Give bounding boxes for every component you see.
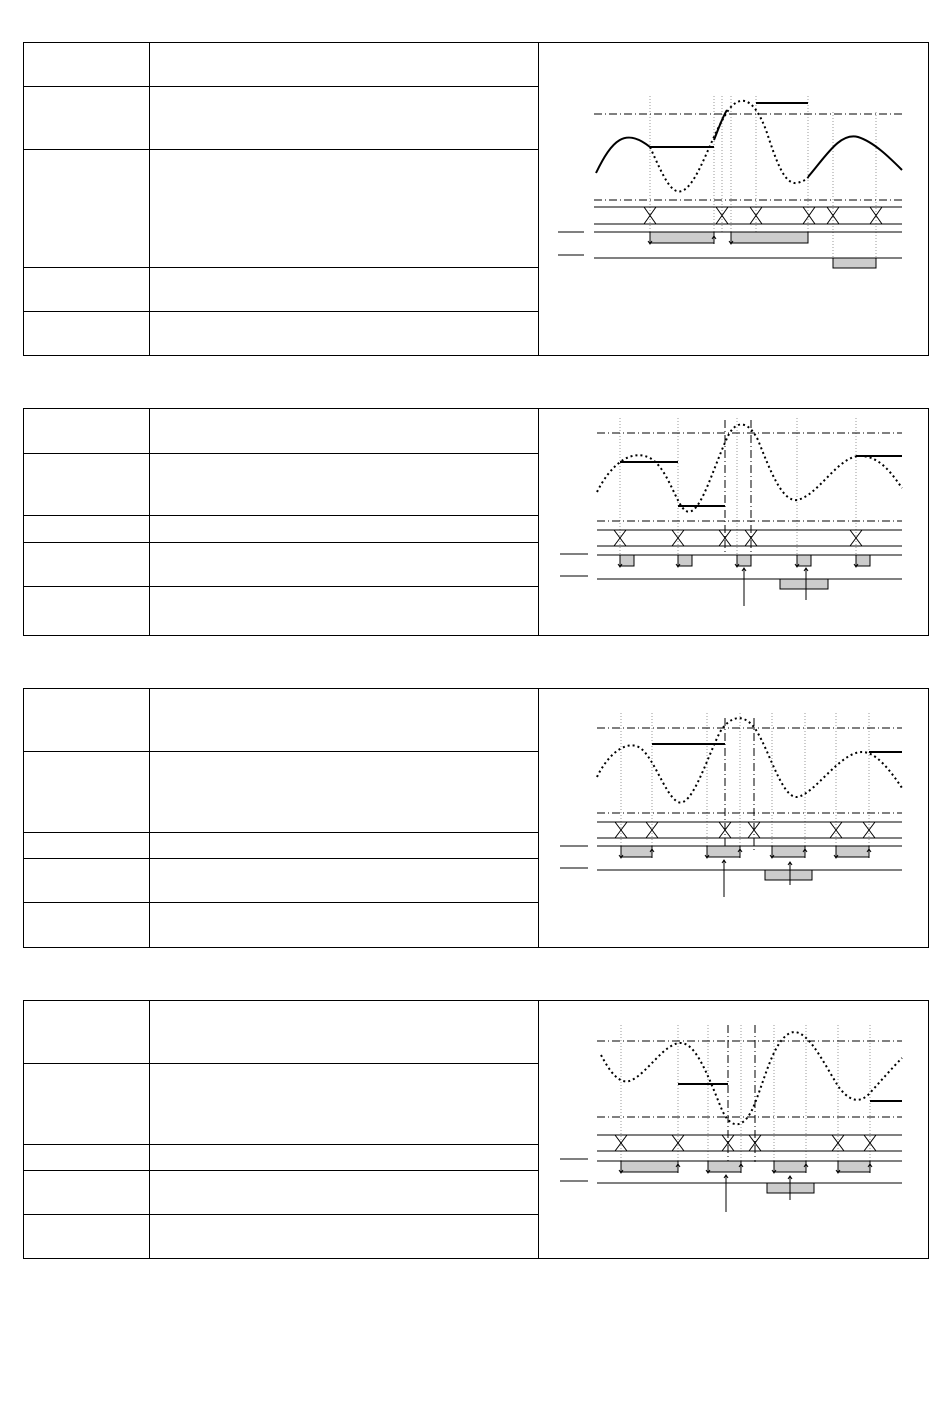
timing-diagram-4 [540, 1018, 925, 1218]
timing-diagram-3 [540, 705, 925, 905]
timing-diagram-2 [540, 410, 925, 610]
timing-diagram-1 [540, 86, 925, 276]
